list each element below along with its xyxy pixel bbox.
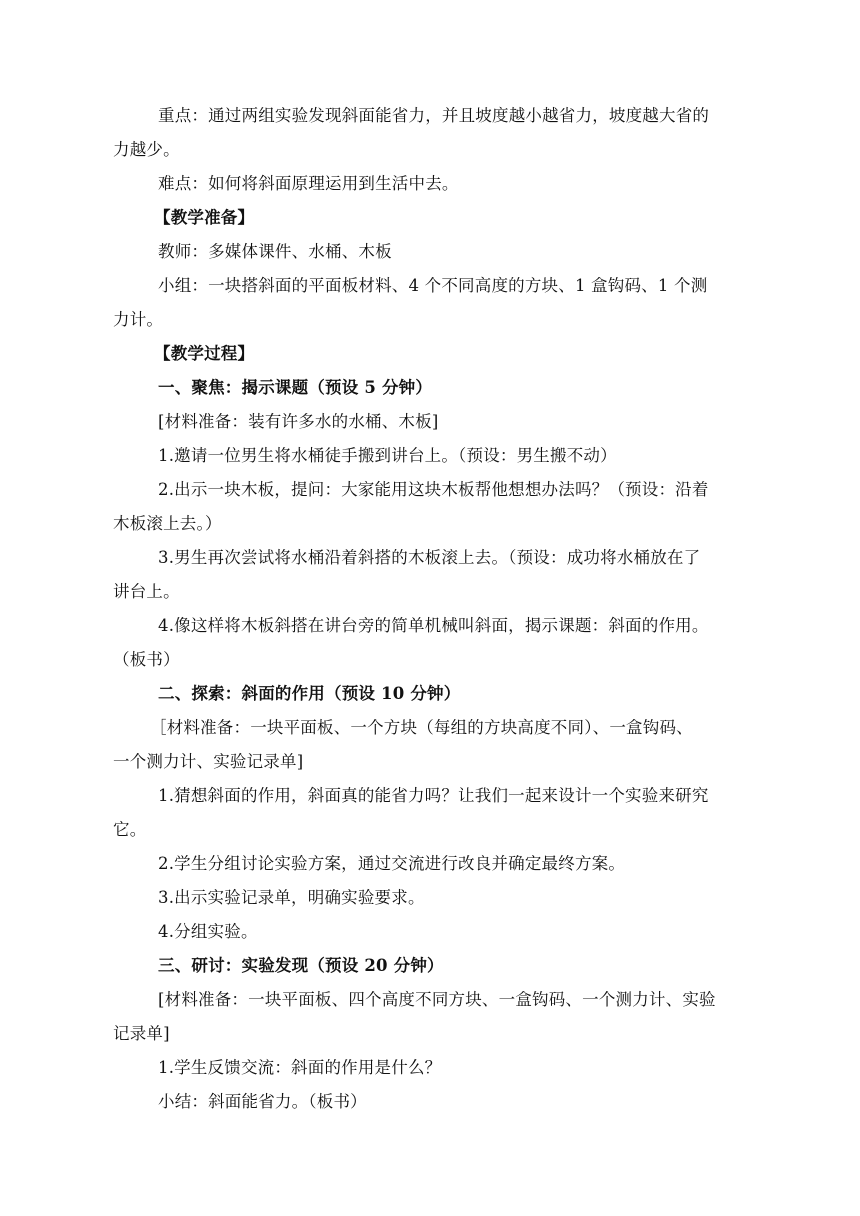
section-1-item-3-line-2: 讲台上。 [113,582,180,601]
prep-heading: 【教学准备】 [154,208,255,227]
section-3-item-1: 1.学生反馈交流：斜面的作用是什么？ [158,1058,442,1077]
key-point-line-2: 力越少。 [113,140,180,159]
section-2-item-4: 4.分组实验。 [158,922,258,941]
section-1-materials: [材料准备：装有许多水的水桶、木板] [158,412,439,431]
section-2-item-2: 2.学生分组讨论实验方案，通过交流进行改良并确定最终方案。 [158,854,626,873]
section-1-heading: 一、聚焦：揭示课题（预设 5 分钟） [158,378,433,397]
section-1-item-2-line-1: 2.出示一块木板，提问：大家能用这块木板帮他想想办法吗？（预设：沿着 [158,480,709,499]
section-2-materials-line-2: 一个测力计、实验记录单] [113,752,304,771]
section-3-heading: 三、研讨：实验发现（预设 20 分钟） [158,956,444,975]
key-point-line-1: 重点：通过两组实验发现斜面能省力，并且坡度越小越省力，坡度越大省的 [158,106,710,125]
section-2-item-1-line-1: 1.猜想斜面的作用，斜面真的能省力吗？让我们一起来设计一个实验来研究 [158,786,709,805]
section-1-item-2-line-2: 木板滚上去。） [113,514,222,533]
section-3-materials-line-1: [材料准备：一块平面板、四个高度不同方块、一盒钩码、一个测力计、实验 [158,990,716,1009]
section-2-heading: 二、探索：斜面的作用（预设 10 分钟） [158,684,461,703]
prep-group-line-1: 小组：一块搭斜面的平面板材料、4 个不同高度的方块、1 盒钩码、1 个测 [158,276,708,295]
section-1-item-4-line-2: （板书） [113,650,180,669]
section-3-summary: 小结：斜面能省力。（板书） [158,1092,367,1111]
section-2-item-1-line-2: 它。 [113,820,147,839]
section-1-item-3-line-1: 3.男生再次尝试将水桶沿着斜搭的木板滚上去。（预设：成功将水桶放在了 [158,548,701,567]
section-2-materials-line-1: ［材料准备：一块平面板、一个方块（每组的方块高度不同）、一盒钩码、 [150,718,693,737]
section-3-materials-line-2: 记录单] [113,1024,170,1043]
prep-group-line-2: 力计。 [113,310,164,329]
difficult-point-line: 难点：如何将斜面原理运用到生活中去。 [158,174,459,193]
section-1-item-1: 1.邀请一位男生将水桶徒手搬到讲台上。（预设：男生搬不动） [158,446,617,465]
section-1-item-4-line-1: 4.像这样将木板斜搭在讲台旁的简单机械叫斜面，揭示课题：斜面的作用。 [158,616,709,635]
section-2-item-3: 3.出示实验记录单，明确实验要求。 [158,888,425,907]
prep-teacher-line: 教师：多媒体课件、水桶、木板 [158,242,392,261]
process-heading: 【教学过程】 [154,344,255,363]
